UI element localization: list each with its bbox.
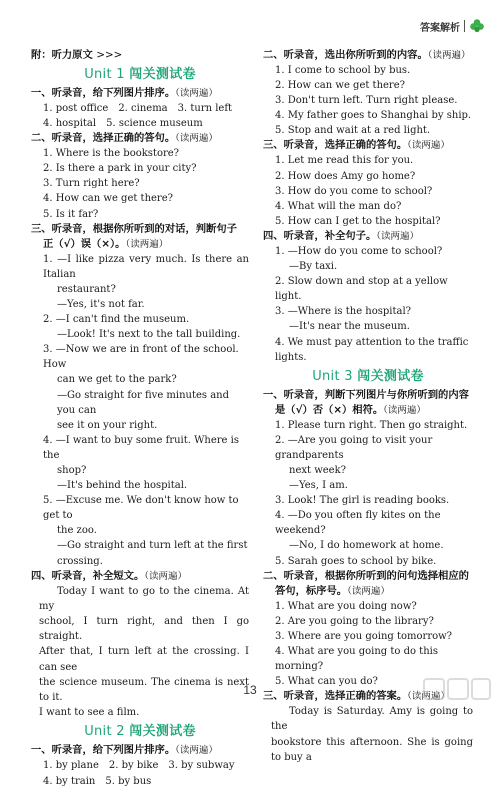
dialog-line: —It's near the museum. — [289, 321, 410, 333]
dialog-line: 3. Look! The girl is reading books. — [275, 495, 450, 507]
dialog-line: —Yes, it's not far. — [57, 298, 145, 310]
list-item: 2. Is there a park in your city? — [43, 163, 197, 175]
unit3-section1-title: 一、听录音，判断下列图片与你所听到的内容 — [263, 388, 469, 401]
dialog-line: 4. —Do you often fly kites on the weekend? — [275, 510, 441, 537]
dialog-line: —It's behind the hospital. — [57, 480, 188, 492]
unit1-section4-title: 四、听录音，补全短文。（读两遍） — [31, 569, 188, 582]
page-header — [420, 18, 485, 34]
passage-line: school, I turn right, and then I go straight. — [39, 616, 249, 643]
unit1-heading: Unit 1 闯关测试卷 — [84, 67, 196, 82]
dialog-line: 5. —Excuse me. We don't know how to get to — [43, 495, 239, 522]
dialog-line: —Look! It's next to the tall building. — [57, 329, 241, 341]
list-item: 1. I come to school by bus. — [275, 65, 411, 76]
dialog-line: 2. —I can't find the museum. — [43, 314, 190, 326]
dialog-line: —By taxi. — [289, 261, 338, 273]
dialog-line: crossing. — [57, 555, 103, 567]
passage-line: bookstore this afternoon. She is going to buy a — [271, 736, 473, 763]
clover-logo-icon — [469, 18, 485, 34]
unit2-section1-title: 一、听录音，给下列图片排序。（读两遍） — [31, 744, 218, 757]
list-item: 5. How can I get to the hospital? — [275, 215, 441, 227]
dialog-line: 1. Please turn right. Then go straight. — [275, 419, 468, 431]
dialog-line: —Go straight and turn left at the first — [57, 540, 248, 552]
unit2-section2-title: 二、听录音，选出你所听到的内容。（读两遍） — [263, 49, 471, 61]
dialog-line: 4. We must pay attention to the traffic lights. — [275, 336, 469, 363]
list-item: 2. How does Amy go home? — [275, 170, 416, 182]
dialog-line: 4. —I want to buy some fruit. Where is the — [43, 434, 239, 461]
dialog-line: shop? — [57, 464, 87, 476]
unit3-section2-title2: 答句，标序号。（读两遍） — [275, 584, 390, 597]
dialog-line: next week? — [289, 464, 347, 476]
dialog-line: 5. Sarah goes to school by bike. — [275, 555, 437, 567]
header-divider — [464, 20, 465, 32]
dialog-line: see it on your right. — [57, 419, 158, 431]
list-item: 3. Where are you going tomorrow? — [275, 630, 453, 642]
passage-line: Today I want to go to the cinema. At my — [39, 585, 249, 612]
list-item: 1. Where is the bookstore? — [43, 148, 180, 160]
passage-line: I want to see a film. — [39, 707, 140, 719]
passage-line: the science museum. The cinema is next to it. — [39, 676, 249, 704]
list-item: 3. How do you come to school? — [275, 185, 433, 197]
dialog-line: 2. Slow down and stop at a yellow light. — [275, 276, 448, 303]
unit2-section3-title: 三、听录音，选择正确的答句。（读两遍） — [263, 139, 450, 152]
dialog-line: 1. —I like pizza very much. Is there an Italian — [43, 253, 249, 280]
dialog-line: 2. —Are you going to visit your grandparents — [275, 434, 433, 461]
unit1-section1-row1: 1. post office 2. cinema 3. turn left — [43, 103, 233, 114]
list-item: 2. Are you going to the library? — [275, 615, 434, 627]
dialog-line: the zoo. — [57, 525, 97, 537]
dialog-line: —Yes, I am. — [289, 480, 348, 492]
passage-line: Today is Saturday. Amy is going to the — [271, 706, 473, 733]
unit3-section3-title: 三、听录音，选择正确的答案。（读两遍） — [263, 690, 450, 703]
unit2-heading: Unit 2 闯关测试卷 — [84, 724, 196, 740]
dialog-line: 1. —How do you come to school? — [275, 245, 443, 257]
unit1-section3-title: 三、听录音，根据你所听到的对话，判断句子 — [31, 222, 237, 235]
list-item: 3. Don't turn left. Turn right please. — [275, 95, 458, 107]
watermark-logo-icon — [422, 675, 492, 705]
list-item: 3. Turn right here? — [43, 178, 140, 190]
page-number: 13 — [243, 683, 257, 697]
list-item: 1. What are you doing now? — [275, 600, 417, 612]
unit3-section1-title2: 是（√）否（×）相符。（读两遍） — [275, 403, 426, 416]
appendix-title: 附：听力原文 >>> — [31, 49, 123, 61]
unit3-heading: Unit 3 闯关测试卷 — [312, 368, 424, 384]
list-item: 5. Stop and wait at a red light. — [275, 125, 431, 137]
unit2-section1-row2: 4. by train 5. by bus — [43, 775, 152, 787]
unit2-section4-title: 四、听录音，补全句子。（读两遍） — [263, 229, 420, 242]
list-item: 4. How can we get there? — [43, 193, 173, 205]
dialog-line: restaurant? — [57, 283, 116, 295]
list-item: 4. My father goes to Shanghai by ship. — [275, 110, 472, 122]
passage-line: After that, I turn left at the crossing. I can see — [39, 646, 249, 673]
dialog-line: can we get to the park? — [57, 374, 177, 386]
list-item: 4. What are you going to do this morning? — [275, 645, 438, 672]
unit1-section1-title: 一、听录音，给下列图片排序。（读两遍） — [31, 87, 218, 99]
unit1-section2-title: 二、听录音，选择正确的答句。（读两遍） — [31, 132, 218, 145]
dialog-line: 3. —Now we are in front of the school. How — [43, 344, 239, 371]
list-item: 5. What can you do? — [275, 676, 378, 688]
unit2-section1-row1: 1. by plane 2. by bike 3. by subway — [43, 760, 235, 772]
dialog-line: —No, I do homework at home. — [289, 540, 444, 552]
list-item: 2. How can we get there? — [275, 80, 405, 92]
unit1-section1-row2: 4. hospital 5. science museum — [43, 118, 203, 130]
right-column — [263, 48, 473, 765]
dialog-line: —Go straight for five minutes and you can — [57, 389, 230, 416]
list-item: 1. Let me read this for you. — [275, 155, 414, 167]
left-column — [31, 48, 249, 789]
header-title: 答案解析 — [420, 22, 460, 34]
list-item: 5. Is it far? — [43, 208, 99, 220]
list-item: 4. What will the man do? — [275, 200, 402, 212]
unit1-section3-title2: 正（√）误（×）。（读两遍） — [43, 237, 169, 250]
dialog-line: 3. —Where is the hospital? — [275, 306, 412, 318]
unit3-section2-title: 二、听录音，根据你所听到的问句选择相应的 — [263, 569, 469, 582]
